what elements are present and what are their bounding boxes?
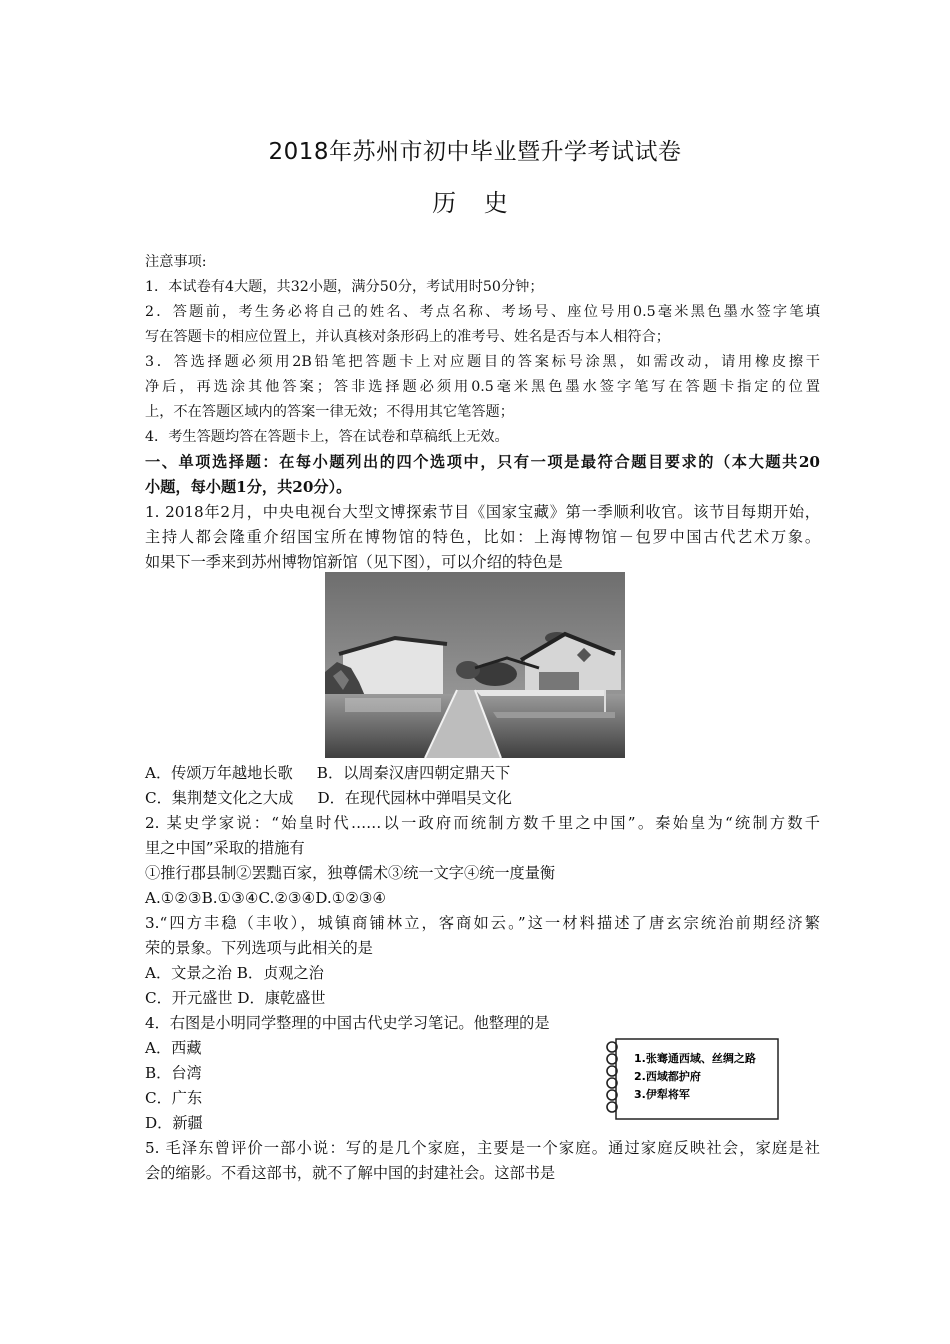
notebook-svg (600, 1035, 782, 1123)
museum-photo-svg (325, 572, 625, 758)
answer-option: A．西藏 (145, 1039, 202, 1057)
note-line: 净后，再选涂其他答案；答非选择题必须用0.5毫米黑色墨水签字笔写在答题卡指定的位置 (145, 379, 820, 395)
note-line: 写在答题卡的相应位置上，并认真核对条形码上的准考号、姓名是否与本人相符合； (145, 329, 670, 345)
notes-heading: 注意事项: (145, 254, 207, 270)
note-line: 2．答题前，考生务必将自己的姓名、考点名称、考场号、座位号用0.5毫米黑色墨水签字笔填 (145, 304, 820, 320)
question-stem: 主持人都会隆重介绍国宝所在博物馆的特色，比如：上海博物馆－包罗中国古代艺术万象。 (145, 528, 820, 546)
bridge-span (475, 690, 605, 696)
question-items: ①推行郡县制②罢黜百家，独尊儒术③统一文字④统一度量衡 (145, 864, 556, 882)
reflection (345, 698, 441, 712)
pavilion-glass (539, 672, 579, 690)
section-heading: 一、单项选择题：在每小题列出的四个选项中，只有一项是最符合题目要求的（本大题共20 (145, 453, 820, 471)
note-line: 1．本试卷有4大题，共32小题，满分50分，考试用时50分钟； (145, 279, 544, 295)
question-stem: 3.“四方丰稳（丰收），城镇商铺林立，客商如云。”这一材料描述了唐玄宗统治前期经济繁 (145, 914, 820, 932)
question-stem: 荣的景象。下列选项与此相关的是 (145, 939, 373, 957)
section-heading: 小题，每小题1分，共20分）。 (145, 478, 352, 496)
answer-option: C．广东 (145, 1089, 203, 1107)
question-stem: 5. 毛泽东曾评价一部小说：写的是几个家庭，主要是一个家庭。通过家庭反映社会，家庭是社 (145, 1139, 820, 1157)
notebook-line: 2.西域都护府 (634, 1070, 701, 1083)
answer-option: A.①②③B.①③④C.②③④D.①②③④ (145, 889, 387, 907)
answer-option: D．新疆 (145, 1114, 203, 1132)
question-stem: 里之中国”采取的措施有 (145, 839, 305, 857)
question-stem: 2. 某史学家说：“始皇时代……以一政府而统制方数千里之中国”。秦始皇为“统制方数千 (145, 814, 820, 832)
notebook-line: 3.伊犁将军 (634, 1088, 690, 1101)
question-stem: 4．右图是小明同学整理的中国古代史学习笔记。他整理的是 (145, 1014, 550, 1032)
answer-option: A．文景之治 B．贞观之治 (145, 964, 324, 982)
study-notebook-image (600, 1035, 782, 1123)
question-stem: 如果下一季来到苏州博物馆新馆（见下图），可以介绍的特色是 (145, 553, 563, 571)
subject-title: 历 史 (432, 189, 518, 217)
answer-option: B．台湾 (145, 1064, 202, 1082)
note-line: 上，不在答题区域内的答案一律无效；不得用其它笔答题； (145, 404, 514, 420)
question-stem: 1. 2018年2月，中央电视台大型文博探索节目《国家宝藏》第一季顺利收官。该节目每期开始， (145, 503, 820, 521)
answer-option: C．集荆楚文化之大成 D．在现代园林中弹唱吴文化 (145, 789, 512, 807)
note-line: 4．考生答题均答在答题卡上，答在试卷和草稿纸上无效。 (145, 429, 509, 445)
notebook-line: 1.张骞通西域、丝绸之路 (634, 1052, 756, 1065)
bridge-span (493, 712, 615, 718)
note-line: 3．答选择题必须用2B铅笔把答题卡上对应题目的答案标号涂黑，如需改动，请用橡皮擦干 (145, 354, 820, 370)
answer-option: C．开元盛世 D．康乾盛世 (145, 989, 326, 1007)
question-stem: 会的缩影。不看这部书，就不了解中国的封建社会。这部书是 (145, 1164, 556, 1182)
answer-option: A．传颂万年越地长歌 B．以周秦汉唐四朝定鼎天下 (145, 764, 511, 782)
tree (456, 661, 480, 679)
suzhou-museum-photo (325, 572, 625, 758)
exam-title: 2018年苏州市初中毕业暨升学考试试卷 (268, 139, 682, 165)
